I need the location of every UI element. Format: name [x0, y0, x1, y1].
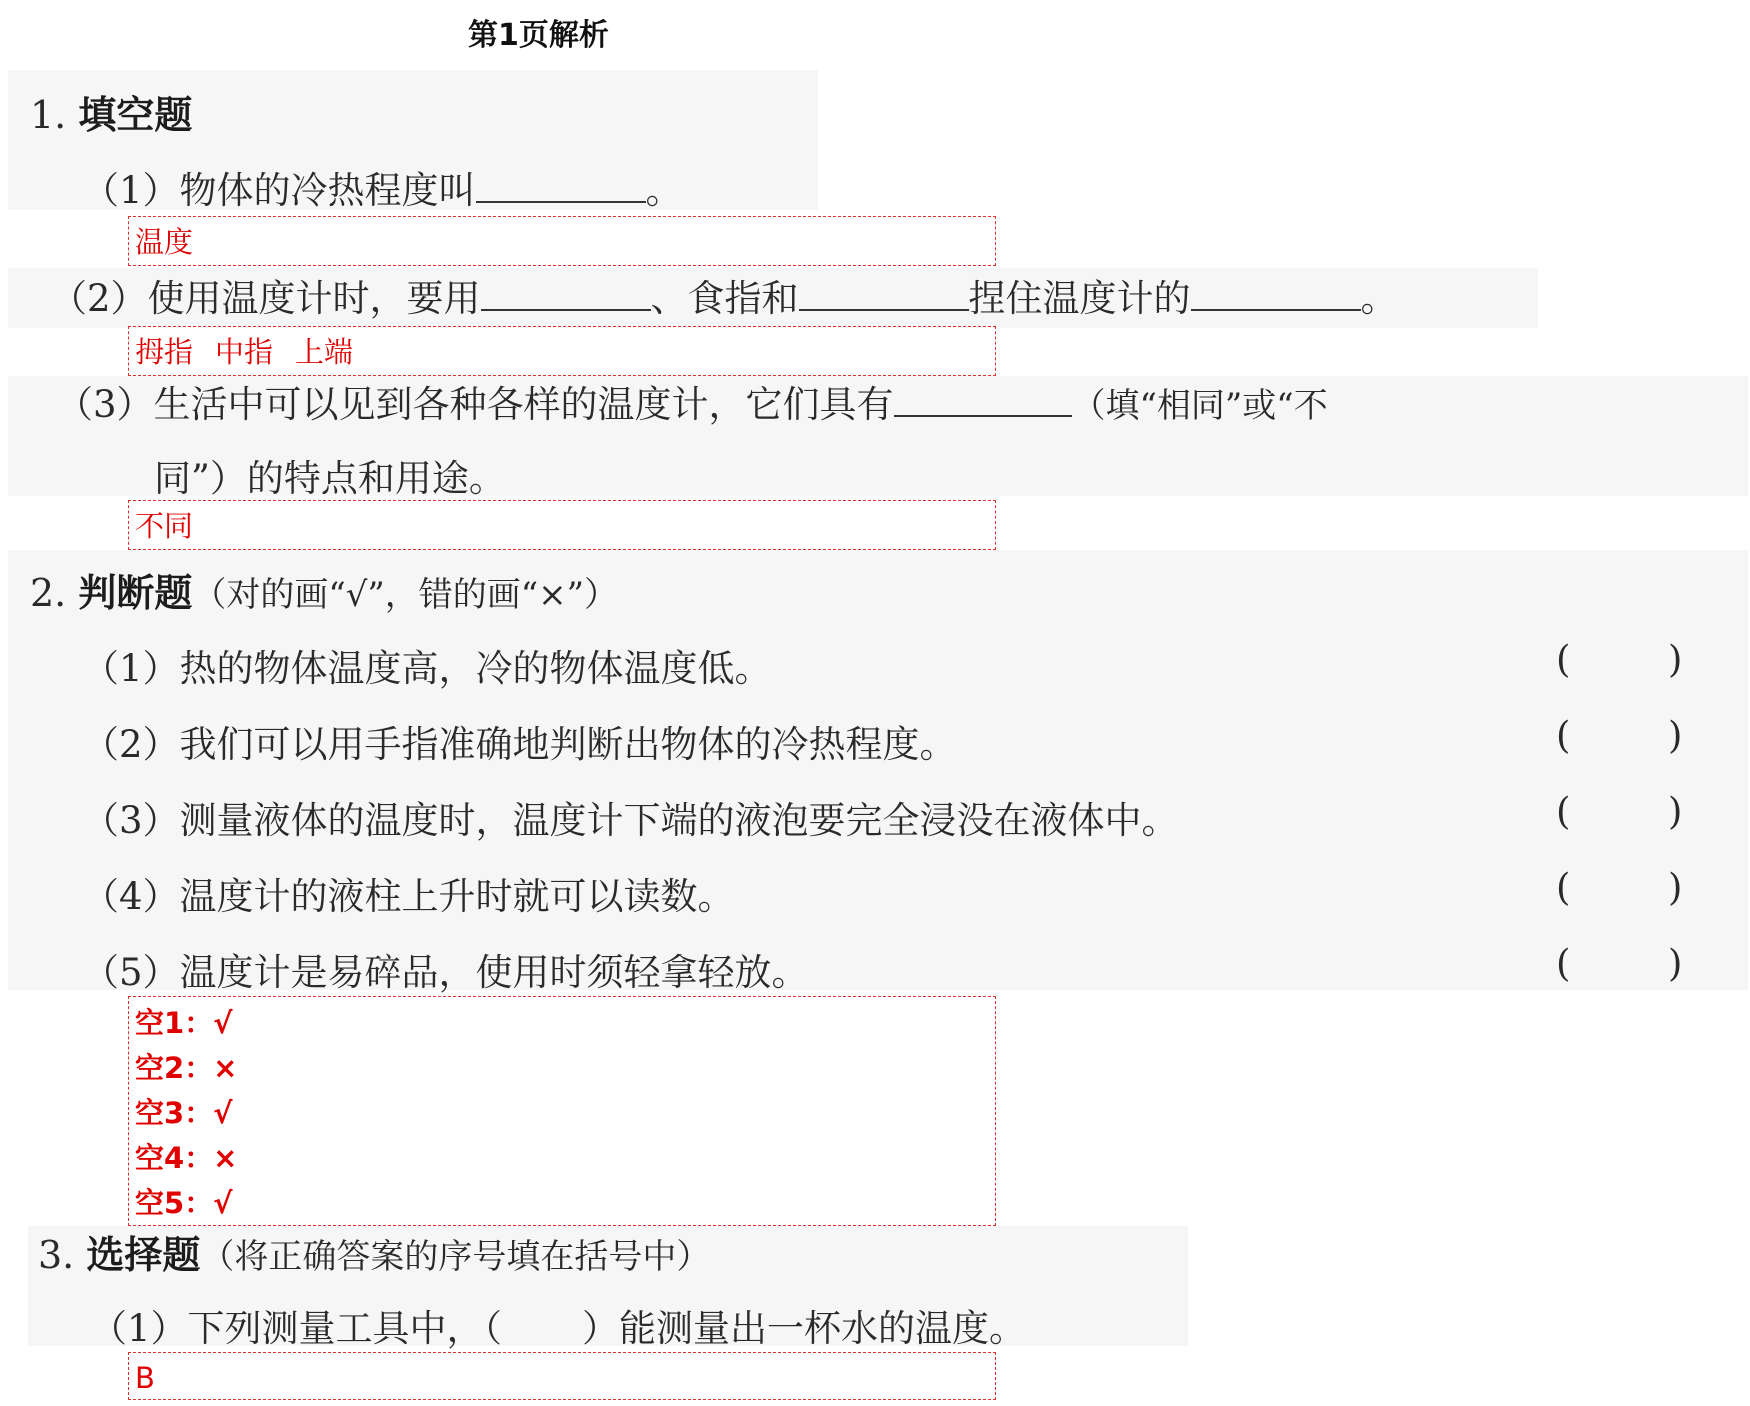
section2-title: 判断题 [78, 571, 193, 615]
answer-paren-open: ( [1556, 714, 1571, 757]
judge-question-2 [82, 714, 957, 768]
answer-blank [894, 381, 1072, 417]
question-number: （1） [90, 1307, 188, 1350]
fill-question-2 [50, 268, 1398, 322]
answer-line-5: 空5：√ [135, 1186, 233, 1220]
answer-text: B [135, 1361, 155, 1395]
question-text: 物体的冷热程度叫 [179, 169, 476, 212]
judge-question-1 [82, 638, 772, 692]
question-text: 捏住温度计的 [968, 277, 1191, 320]
question-text: 使用温度计时，要用 [147, 277, 481, 320]
question-number: （5） [82, 951, 180, 994]
section3-number: 3. [38, 1233, 75, 1277]
answer-paren-open: ( [1556, 942, 1571, 985]
question-text: 温度计的液柱上升时就可以读数。 [179, 875, 735, 918]
answer-blank [481, 275, 651, 311]
section2-number: 2. [30, 571, 67, 615]
answer-box-choice [128, 1352, 996, 1400]
question-text-end: 。 [645, 169, 683, 212]
answer-box-2 [128, 326, 996, 376]
answer-paren-close: ) [1668, 942, 1683, 985]
answer-text-2: 中指 [215, 335, 274, 369]
answer-paren-close: ) [1668, 714, 1683, 757]
answer-line-1: 空1：√ [135, 1006, 233, 1040]
question-text: 生活中可以见到各种各样的温度计，它们具有 [153, 383, 894, 426]
judge-question-4 [82, 866, 735, 920]
question-number: （1） [82, 647, 180, 690]
question-text: 测量液体的温度时，温度计下端的液泡要完全浸没在液体中。 [179, 799, 1179, 842]
question-text-end: ）能测量出一杯水的温度。 [582, 1307, 1027, 1350]
question-text-end: 。 [1360, 277, 1398, 320]
answer-line-3: 空3：√ [135, 1096, 233, 1130]
question-text: 、食指和 [650, 277, 799, 320]
fill-question-3-line2: 同”）的特点和用途。 [154, 457, 506, 500]
judge-question-3 [82, 790, 1179, 844]
answer-paren-close: ) [1668, 866, 1683, 909]
answer-paren-open: ( [1556, 790, 1571, 833]
question-text: 我们可以用手指准确地判断出物体的冷热程度。 [179, 723, 957, 766]
answer-box-1 [128, 216, 996, 266]
answer-text-3: 上端 [295, 335, 354, 369]
section3-title: 选择题 [86, 1233, 201, 1277]
section2-heading [30, 562, 618, 617]
question-text: 热的物体温度高，冷的物体温度低。 [179, 647, 772, 690]
fill-question-1 [82, 160, 683, 214]
section2-note: （对的画“√”，错的画“×”） [192, 575, 619, 615]
question-number: （1） [82, 169, 180, 212]
section1-title: 填空题 [78, 93, 193, 137]
question-text: 下列测量工具中，（ [187, 1307, 503, 1350]
answer-paren-close: ) [1668, 790, 1683, 833]
question-text: （填“相同”或“不 [1071, 386, 1328, 426]
question-text: 温度计是易碎品，使用时须轻拿轻放。 [179, 951, 809, 994]
answer-box-3 [128, 500, 996, 550]
judge-question-5 [82, 942, 809, 996]
section1-number: 1. [30, 93, 67, 137]
answer-text: 温度 [135, 225, 194, 259]
section3-note: （将正确答案的序号填在括号中） [200, 1237, 711, 1277]
question-number: （4） [82, 875, 180, 918]
question-number: （2） [82, 723, 180, 766]
choice-question-1 [90, 1298, 1026, 1352]
fill-question-3-line1 [56, 374, 1328, 428]
answer-blank [1191, 275, 1361, 311]
answer-text-1: 拇指 [135, 335, 194, 369]
page-title: 第1页解析 [468, 18, 609, 53]
answer-line-2: 空2：× [135, 1051, 238, 1085]
answer-line-4: 空4：× [135, 1141, 238, 1175]
answer-paren-open: ( [1556, 638, 1571, 681]
question-number: （3） [82, 799, 180, 842]
answer-box-judge [128, 996, 996, 1226]
answer-paren-open: ( [1556, 866, 1571, 909]
section3-heading [38, 1224, 710, 1279]
answer-paren-close: ) [1668, 638, 1683, 681]
answer-blank [799, 275, 969, 311]
answer-text: 不同 [135, 509, 194, 543]
section1-heading [30, 84, 192, 139]
question-number: （2） [50, 277, 148, 320]
question-number: （3） [56, 383, 154, 426]
answer-blank [476, 167, 646, 203]
